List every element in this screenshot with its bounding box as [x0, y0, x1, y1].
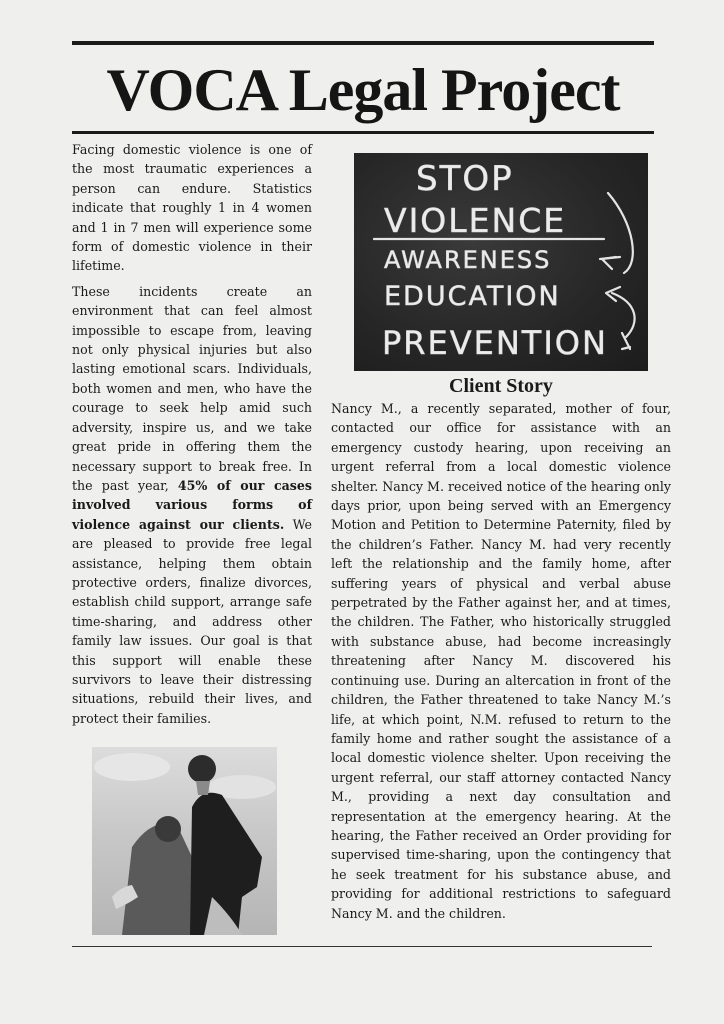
- page-title: VOCA Legal Project: [106, 57, 620, 123]
- client-story-heading: Client Story: [449, 375, 553, 397]
- chalk-word-prevention: PREVENTION: [382, 324, 608, 362]
- intro-column: [72, 140, 312, 734]
- chalkboard-image: [354, 153, 648, 371]
- intro-paragraph-2-start: These incidents create an environment that can feel almost impossible to escape from, leaving not only physical injuries but also lasting emotional scars. Individuals, both women and men, who have the courage to seek help amid such adversity, inspire us, and we take great pride in offering them the necessary support to break free. In the past year,: [72, 283, 312, 493]
- client-story-text: Nancy M., a recently separated, mother of four, contacted our office for assistance with an emergency custody hearing, upon receiving an urgent referral from a local domestic violence shelter. Nancy M. received notice of the hearing only days prior, upon being served with an Emergency Motion and Petition to Determine Paternity, filed by the children’s Father. Nancy M. had very recently left the relationship and the family home, after suffering years of physical and verbal abuse perpetrated by the Father against her, and at times, the children. The Father, who historically struggled with substance abuse, had become increasingly threatening after Nancy M. discovered his continuing use. During an altercation in front of the children, the Father threatened to take Nancy M.’s life, at which point, N.M. refused to return to the family home and rather sought the assistance of a local domestic violence shelter. Upon receiving the urgent referral, our staff attorney contacted Nancy M., providing a next day consultation and representation at the emergency hearing. At the hearing, the Father received an Order providing for supervised time-sharing, upon the contingency that he seek treatment for his substance abuse, and providing for additional restrictions to safeguard Nancy M. and the children.: [331, 401, 671, 921]
- intro-paragraph-2: [72, 282, 312, 728]
- statistic-highlight: 45% of our cases involved various forms of violence against our clients.: [72, 477, 312, 532]
- two-women-photo: [92, 747, 277, 935]
- chalk-word-violence: VIOLENCE: [384, 201, 567, 240]
- intro-paragraph-1: Facing domestic violence is one of the most traumatic experiences a person can endure. Statistics indicate that roughly 1 in 4 women and 1 in 7 men will experience some form of domestic violence in their lifetime.: [72, 142, 312, 274]
- bottom-rule: [72, 946, 652, 947]
- chalk-word-education: EDUCATION: [384, 281, 561, 312]
- title-underline-rule: [72, 131, 654, 134]
- intro-paragraph-2-end: We are pleased to provide free legal assistance, helping them obtain protective orders, finalize divorces, establish child support, arrange safe time-sharing, and address other family law issues. Our goal is that this support will enable these survivors to leave their distressing situations, rebuild their lives, and protect their families.: [72, 516, 313, 726]
- chalk-word-stop: STOP: [416, 159, 514, 199]
- chalk-word-awareness: AWARENESS: [384, 246, 552, 274]
- top-rule: [72, 41, 654, 45]
